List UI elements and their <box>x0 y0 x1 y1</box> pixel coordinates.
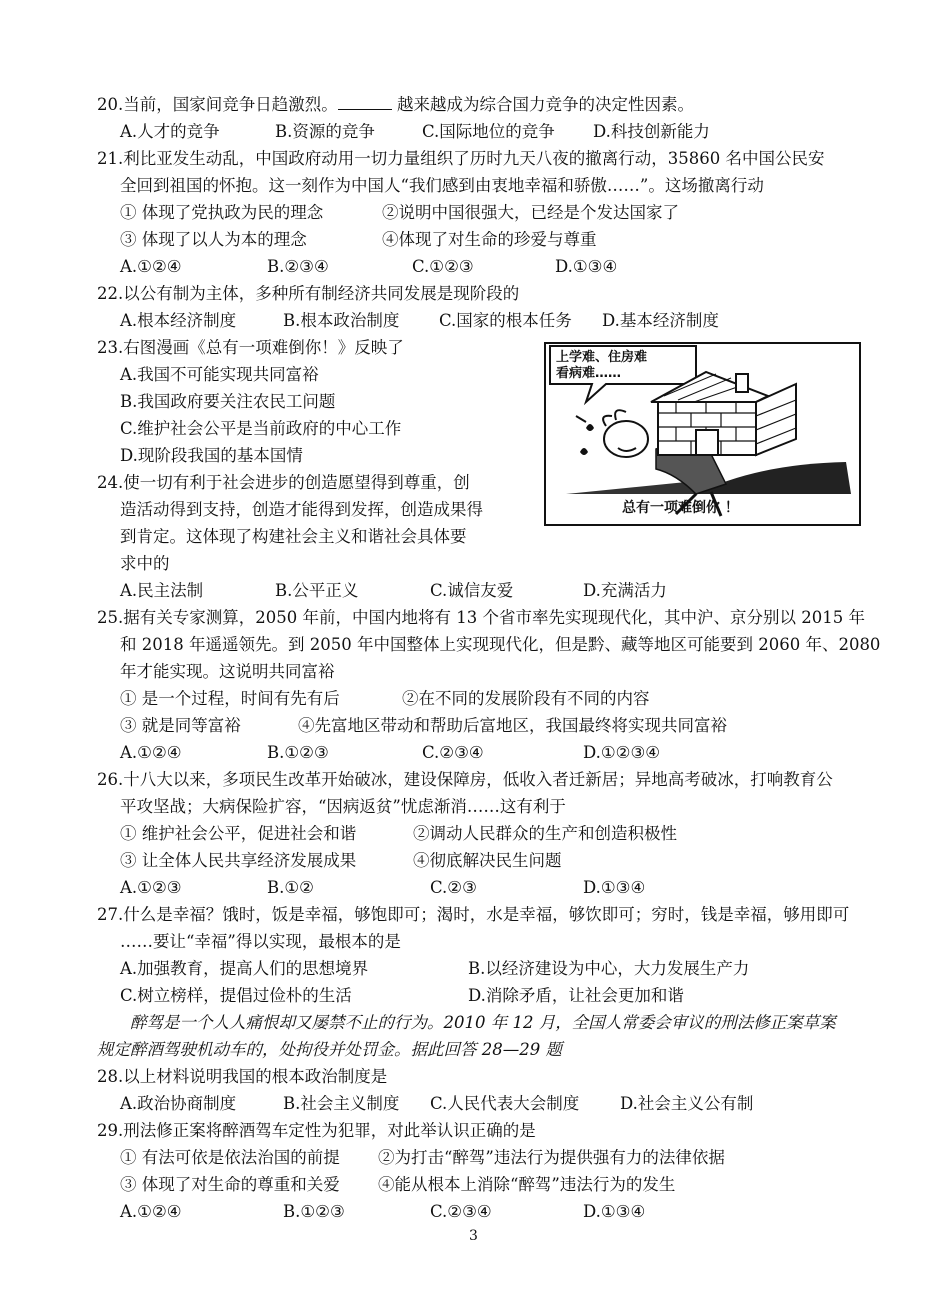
q22-stem: 22.以公有制为主体，多种所有制经济共同发展是现阶段的 <box>97 284 520 303</box>
q28-option-c: C.人民代表大会制度 <box>430 1094 580 1113</box>
material-line2: 规定醉酒驾驶机动车的，处拘役并处罚金。据此回答 28—29 题 <box>97 1040 562 1059</box>
q28-option-b: B.社会主义制度 <box>283 1094 400 1113</box>
q29-item-2: ②为打击“醉驾”违法行为提供强有力的法律依据 <box>378 1148 725 1167</box>
q27-option-d: D.消除矛盾，让社会更加和谐 <box>468 986 684 1005</box>
q23-option-a: A.我国不可能实现共同富裕 <box>120 365 319 384</box>
q25-option-a: A.①②④ <box>120 743 182 762</box>
cartoon-top-caption <box>556 350 647 382</box>
q27-stem-line2: ……要让“幸福”得以实现，最根本的是 <box>120 932 401 951</box>
q29-item-1: ① 有法可依是依法治国的前提 <box>120 1148 340 1167</box>
q24-option-a: A.民主法制 <box>120 581 204 600</box>
q29-option-c: C.②③④ <box>430 1202 492 1221</box>
q25-option-c: C.②③④ <box>422 743 484 762</box>
q25-item-3: ③ 就是同等富裕 <box>120 716 241 735</box>
q24-option-c: C.诚信友爱 <box>430 581 514 600</box>
q26-item-4: ④彻底解决民生问题 <box>413 851 562 870</box>
cartoon-bottom-caption: 总有一项难倒你 ！ <box>622 500 739 516</box>
q24-stem-line2: 造活动得到支持，创造才能得到发挥，创造成果得 <box>120 500 483 519</box>
q24-stem-line3: 到肯定。这体现了构建社会主义和谐社会具体要 <box>120 527 467 546</box>
q24-option-b: B.公平正义 <box>275 581 359 600</box>
q25-item-4: ④先富地区带动和帮助后富地区，我国最终将实现共同富裕 <box>298 716 727 735</box>
q22-option-c: C.国家的根本任务 <box>439 311 572 330</box>
q21-option-b: B.②③④ <box>267 257 329 276</box>
q28-option-d: D.社会主义公有制 <box>620 1094 754 1113</box>
q20-option-c: C.国际地位的竞争 <box>422 122 555 141</box>
q27-stem-line1: 27.什么是幸福？饿时，饭是幸福，够饱即可；渴时，水是幸福，够饮即可；穷时，钱是幸福，够用即可 <box>97 905 850 924</box>
q26-item-2: ②调动人民群众的生产和创造积极性 <box>413 824 677 843</box>
q21-item-1: ① 体现了党执政为民的理念 <box>120 203 324 222</box>
q29-item-3: ③ 体现了对生命的尊重和关爱 <box>120 1175 340 1194</box>
q26-stem-line2: 平攻坚战；大病保险扩容，“因病返贫”忧虑渐消……这有利于 <box>120 797 566 816</box>
q26-option-c: C.②③ <box>430 878 477 897</box>
q29-option-b: B.①②③ <box>283 1202 345 1221</box>
q20-stem-part2: 越来越成为综合国力竞争的决定性因素。 <box>391 95 694 114</box>
q22-option-a: A.根本经济制度 <box>120 311 237 330</box>
q21-option-d: D.①③④ <box>555 257 618 276</box>
q21-stem-line2: 全回到祖国的怀抱。这一刻作为中国人“我们感到由衷地幸福和骄傲……”。这场撤离行动 <box>120 176 764 195</box>
q20-stem-part1: 20.当前，国家间竞争日趋激烈。 <box>97 95 338 114</box>
q21-item-3: ③ 体现了以人为本的理念 <box>120 230 307 249</box>
q26-item-1: ① 维护社会公平，促进社会和谐 <box>120 824 357 843</box>
q20-option-d: D.科技创新能力 <box>593 122 710 141</box>
q27-option-b: B.以经济建设为中心，大力发展生产力 <box>468 959 750 978</box>
q26-stem-line1: 26.十八大以来，多项民生改革开始破冰，建设保障房，低收入者迁新居；异地高考破冰，打响教育公 <box>97 770 833 789</box>
material-line1: 醉驾是一个人人痛恨却又屡禁不止的行为。2010 年 12 月，全国人常委会审议的刑法修正案草案 <box>130 1013 836 1032</box>
cartoon-caption-line1: 上学难、住房难 <box>556 350 648 365</box>
q27-option-a: A.加强教育，提高人们的思想境界 <box>120 959 369 978</box>
q21-item-2: ②说明中国很强大，已经是个发达国家了 <box>382 203 679 222</box>
q28-stem: 28.以上材料说明我国的根本政治制度是 <box>97 1067 388 1086</box>
q25-option-b: B.①②③ <box>267 743 329 762</box>
q23-option-b: B.我国政府要关注农民工问题 <box>120 392 336 411</box>
q23-option-c: C.维护社会公平是当前政府的中心工作 <box>120 419 402 438</box>
q24-stem-line4: 求中的 <box>120 554 170 573</box>
q21-stem-line1: 21.利比亚发生动乱，中国政府动用一切力量组织了历时九天八夜的撤离行动，35860 名中国公民安 <box>97 149 825 168</box>
q29-stem: 29.刑法修正案将醉酒驾车定性为犯罪，对此举认识正确的是 <box>97 1121 536 1140</box>
q25-option-d: D.①②③④ <box>583 743 661 762</box>
q20-stem <box>97 94 694 116</box>
q26-item-3: ③ 让全体人民共享经济发展成果 <box>120 851 357 870</box>
q29-item-4: ④能从根本上消除“醉驾”违法行为的发生 <box>378 1175 676 1194</box>
q25-stem-line3: 年才能实现。这说明共同富裕 <box>120 662 335 681</box>
q22-option-b: B.根本政治制度 <box>283 311 400 330</box>
q23-stem: 23.右图漫画《总有一项难倒你！》反映了 <box>97 338 404 357</box>
q25-item-1: ① 是一个过程，时间有先有后 <box>120 689 340 708</box>
q21-item-4: ④体现了对生命的珍爱与尊重 <box>382 230 597 249</box>
q29-option-d: D.①③④ <box>583 1202 646 1221</box>
q26-option-b: B.①② <box>267 878 314 897</box>
q22-option-d: D.基本经济制度 <box>602 311 719 330</box>
q26-option-a: A.①②③ <box>120 878 182 897</box>
q26-option-d: D.①③④ <box>583 878 646 897</box>
q28-option-a: A.政治协商制度 <box>120 1094 237 1113</box>
q23-option-d: D.现阶段我国的基本国情 <box>120 446 303 465</box>
q24-stem-line1: 24.使一切有利于社会进步的创造愿望得到尊重，创 <box>97 473 470 492</box>
q20-blank <box>338 95 392 110</box>
q20-option-a: A.人才的竞争 <box>120 122 220 141</box>
q29-option-a: A.①②④ <box>120 1202 182 1221</box>
q24-option-d: D.充满活力 <box>583 581 667 600</box>
q20-option-b: B.资源的竞争 <box>275 122 375 141</box>
cartoon-caption-line2: 看病难…… <box>556 366 622 381</box>
q27-option-c: C.树立榜样，提倡过俭朴的生活 <box>120 986 352 1005</box>
q25-stem-line1: 25.据有关专家测算，2050 年前，中国内地将有 13 个省市率先实现现代化，其中沪、京分别以 2015 年 <box>97 608 865 627</box>
q25-item-2: ②在不同的发展阶段有不同的内容 <box>402 689 650 708</box>
q21-option-a: A.①②④ <box>120 257 182 276</box>
q25-stem-line2: 和 2018 年遥遥领先。到 2050 年中国整体上实现现代化，但是黔、藏等地区可能要到 2060 年、2080 <box>120 635 881 654</box>
q21-option-c: C.①②③ <box>412 257 474 276</box>
page-number: 3 <box>469 1228 478 1244</box>
cartoon-illustration <box>544 342 861 526</box>
